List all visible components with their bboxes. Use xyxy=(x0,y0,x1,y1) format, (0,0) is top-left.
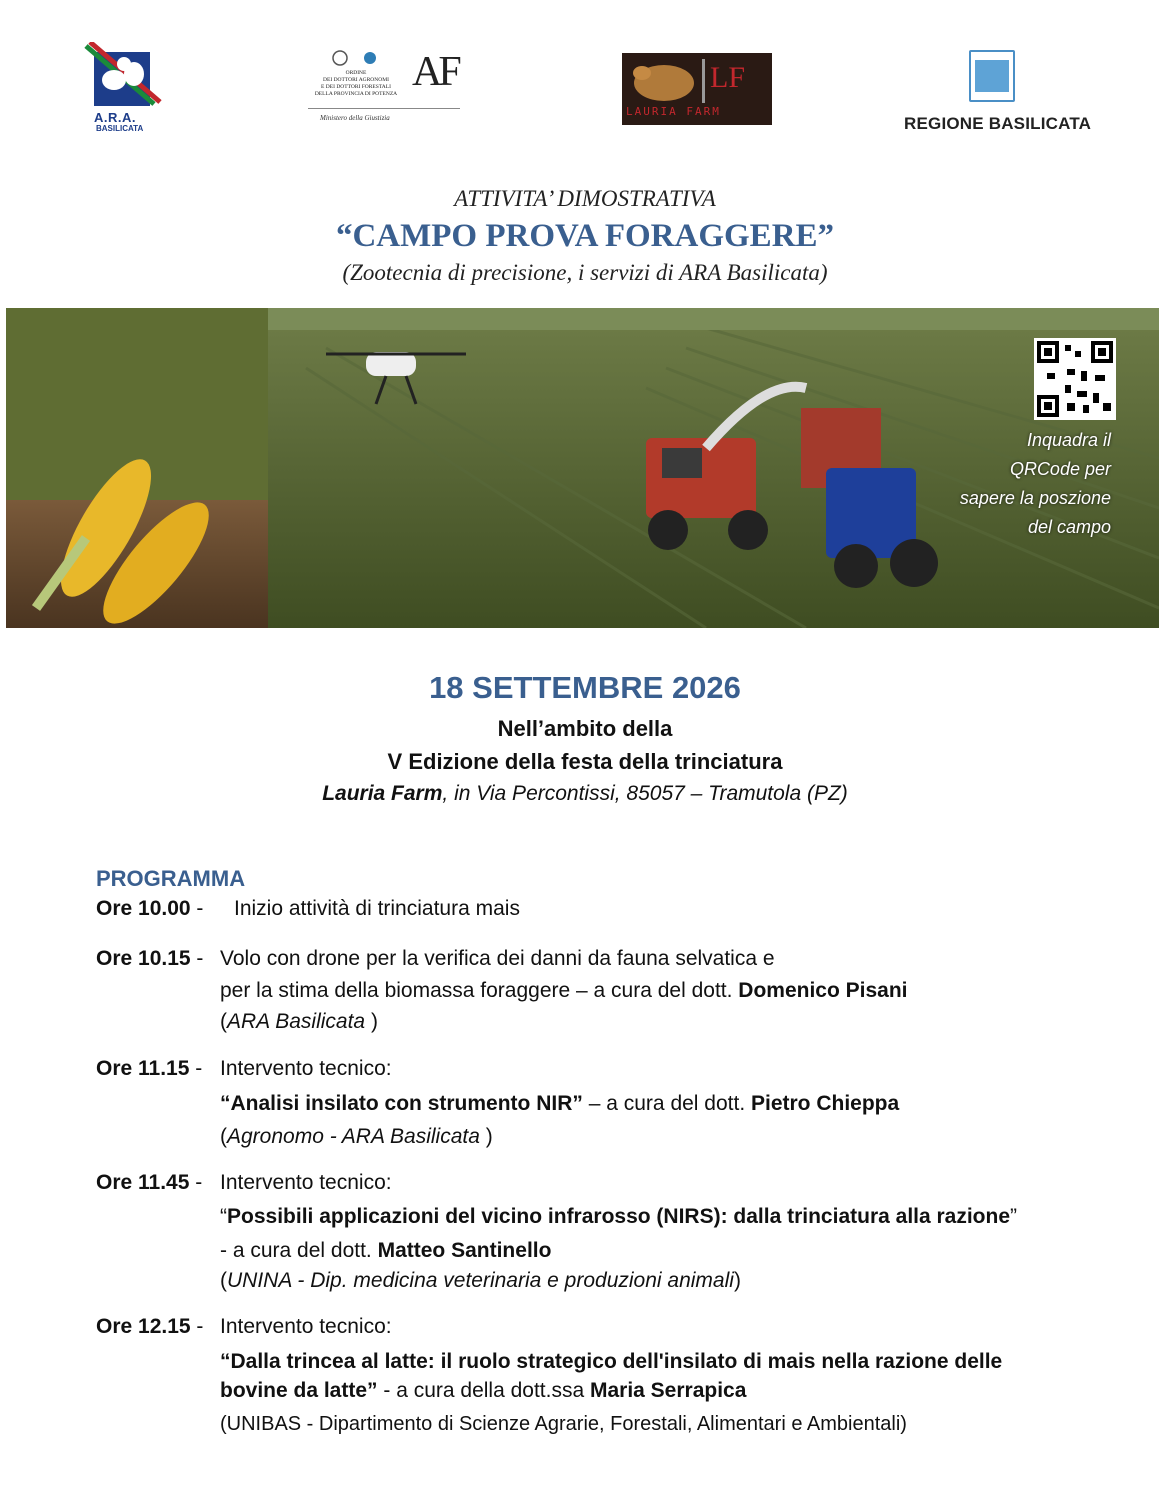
lauria-farm-name: LAURIA FARM xyxy=(626,105,721,118)
talk-title xyxy=(220,1350,1002,1374)
location-name: Lauria Farm xyxy=(322,782,443,805)
speaker-name: Maria Serrapica xyxy=(589,1379,747,1402)
qr-code[interactable] xyxy=(1034,338,1116,420)
item-text: Volo con drone per la verifica dei danni da fauna selvatica e xyxy=(220,947,775,970)
quote-mark: ” xyxy=(1010,1205,1018,1228)
item-affiliation: (UNINA - Dip. medicina veterinaria e produzioni animali) xyxy=(220,1269,741,1292)
lauria-farm-logo xyxy=(622,53,772,125)
event-location xyxy=(0,782,1170,806)
cow-icon xyxy=(624,55,710,105)
affiliation-text: UNINA - Dip. medicina veterinaria e produzioni animali xyxy=(227,1269,734,1292)
qr-caption-line: sapere la poszione xyxy=(959,488,1111,508)
ordine-line: ORDINE xyxy=(345,70,367,76)
talk-title-line: bovine da latte” xyxy=(220,1379,378,1402)
time-label: Ore 11.45 xyxy=(96,1171,190,1194)
event-edizione: V Edizione della festa della trinciatura xyxy=(387,749,783,774)
item-time xyxy=(96,947,203,971)
ordine-line: E DEI DOTTORI FORESTALI xyxy=(321,84,391,90)
programma-title: PROGRAMMA xyxy=(96,866,246,891)
crest-icon xyxy=(969,50,1015,102)
time-dash: - xyxy=(189,1057,203,1080)
item-text: Inizio attività di trinciatura mais xyxy=(234,897,520,920)
emblem-icon xyxy=(326,48,386,70)
divider xyxy=(308,108,460,109)
item-talk xyxy=(220,1379,746,1403)
time-dash: - xyxy=(190,947,204,970)
ordine-text xyxy=(308,70,404,98)
talk-title: “Analisi insilato con strumento NIR” xyxy=(220,1092,583,1115)
item-text-part: per la stima della biomassa foraggere – a cura del dott. xyxy=(220,979,739,1002)
time-label: Ore 11.15 xyxy=(96,1057,190,1080)
crest-waves xyxy=(975,60,1009,92)
time-dash: - xyxy=(190,1315,204,1338)
item-affiliation: (UNIBAS - Dipartimento di Scienze Agrarie, Forestali, Alimentari e Ambientali) xyxy=(220,1413,907,1435)
item-talk xyxy=(220,1092,899,1116)
talk-title: Possibili applicazioni del vicino infrarosso (NIRS): dalla trinciatura alla razione xyxy=(227,1205,1011,1228)
event-date: 18 SETTEMBRE 2026 xyxy=(429,670,741,705)
campo-title: “CAMPO PROVA FORAGGERE” xyxy=(335,218,835,254)
item-text: Intervento tecnico: xyxy=(220,1171,392,1194)
time-dash: - xyxy=(190,897,204,920)
ara-basilicata-logo xyxy=(84,42,164,134)
qr-caption-line: QRCode per xyxy=(1009,459,1111,479)
ordine-line: DEI DOTTORI AGRONOMI xyxy=(323,77,389,83)
item-text: Intervento tecnico: xyxy=(220,1315,392,1338)
item-text-part: – a cura del dott. xyxy=(582,1092,751,1115)
location-address: , in Via Percontissi, 85057 – Tramutola (PZ) xyxy=(442,782,848,805)
qr-code-icon xyxy=(1037,341,1113,417)
time-label: Ore 10.00 xyxy=(96,897,191,920)
speaker-name: Matteo Santinello xyxy=(377,1239,552,1262)
time-label: Ore 10.15 xyxy=(96,947,191,970)
item-speaker-line xyxy=(220,1239,551,1263)
item-time xyxy=(96,1057,202,1081)
item-text-part: - a cura della dott.ssa xyxy=(377,1379,590,1402)
item-time xyxy=(96,1315,203,1339)
regione-name: REGIONE BASILICATA xyxy=(904,114,1092,133)
banner-image xyxy=(6,308,1159,628)
speaker-name: Pietro Chieppa xyxy=(751,1092,900,1115)
quote-mark: “ xyxy=(220,1205,227,1228)
qr-caption-line: del campo xyxy=(1027,517,1111,537)
ara-name: A.R.A. xyxy=(94,110,136,125)
item-time xyxy=(96,897,203,921)
ordine-line: DELLA PROVINCIA DI POTENZA xyxy=(314,91,398,97)
ara-sub: BASILICATA xyxy=(96,124,144,133)
subtitle: (Zootecnia di precisione, i servizi di ARA Basilicata) xyxy=(342,260,828,285)
affiliation-text: ARA Basilicata xyxy=(227,1010,366,1033)
time-dash: - xyxy=(189,1171,203,1194)
attivita-heading: ATTIVITA’ DIMOSTRATIVA xyxy=(454,186,716,211)
time-label: Ore 12.15 xyxy=(96,1315,191,1338)
item-text: Intervento tecnico: xyxy=(220,1057,392,1080)
regione-basilicata-logo xyxy=(880,46,1102,138)
ara-animals-icon xyxy=(84,42,164,112)
item-affiliation: (ARA Basilicata ) xyxy=(220,1010,378,1033)
item-affiliation: (Agronomo - ARA Basilicata ) xyxy=(220,1125,493,1148)
talk-title-line: “Dalla trincea al latte: il ruolo strategico dell'insilato di mais nella razione delle xyxy=(220,1350,1003,1373)
item-text-part: - a cura del dott. xyxy=(220,1239,378,1262)
af-mark: AF xyxy=(412,49,458,95)
ministero-text: Ministero della Giustizia xyxy=(320,114,390,122)
qr-caption xyxy=(931,426,1111,542)
speaker-name: Domenico Pisani xyxy=(738,979,908,1002)
item-time xyxy=(96,1171,202,1195)
affiliation-text: Agronomo - ARA Basilicata xyxy=(227,1125,480,1148)
lf-letters: LF xyxy=(710,61,746,94)
event-ambito: Nell’ambito della xyxy=(497,716,673,741)
item-text xyxy=(220,979,908,1003)
ordine-agronomi-logo xyxy=(308,48,464,130)
qr-caption-line: Inquadra il xyxy=(1026,430,1111,450)
item-talk xyxy=(220,1205,1017,1229)
